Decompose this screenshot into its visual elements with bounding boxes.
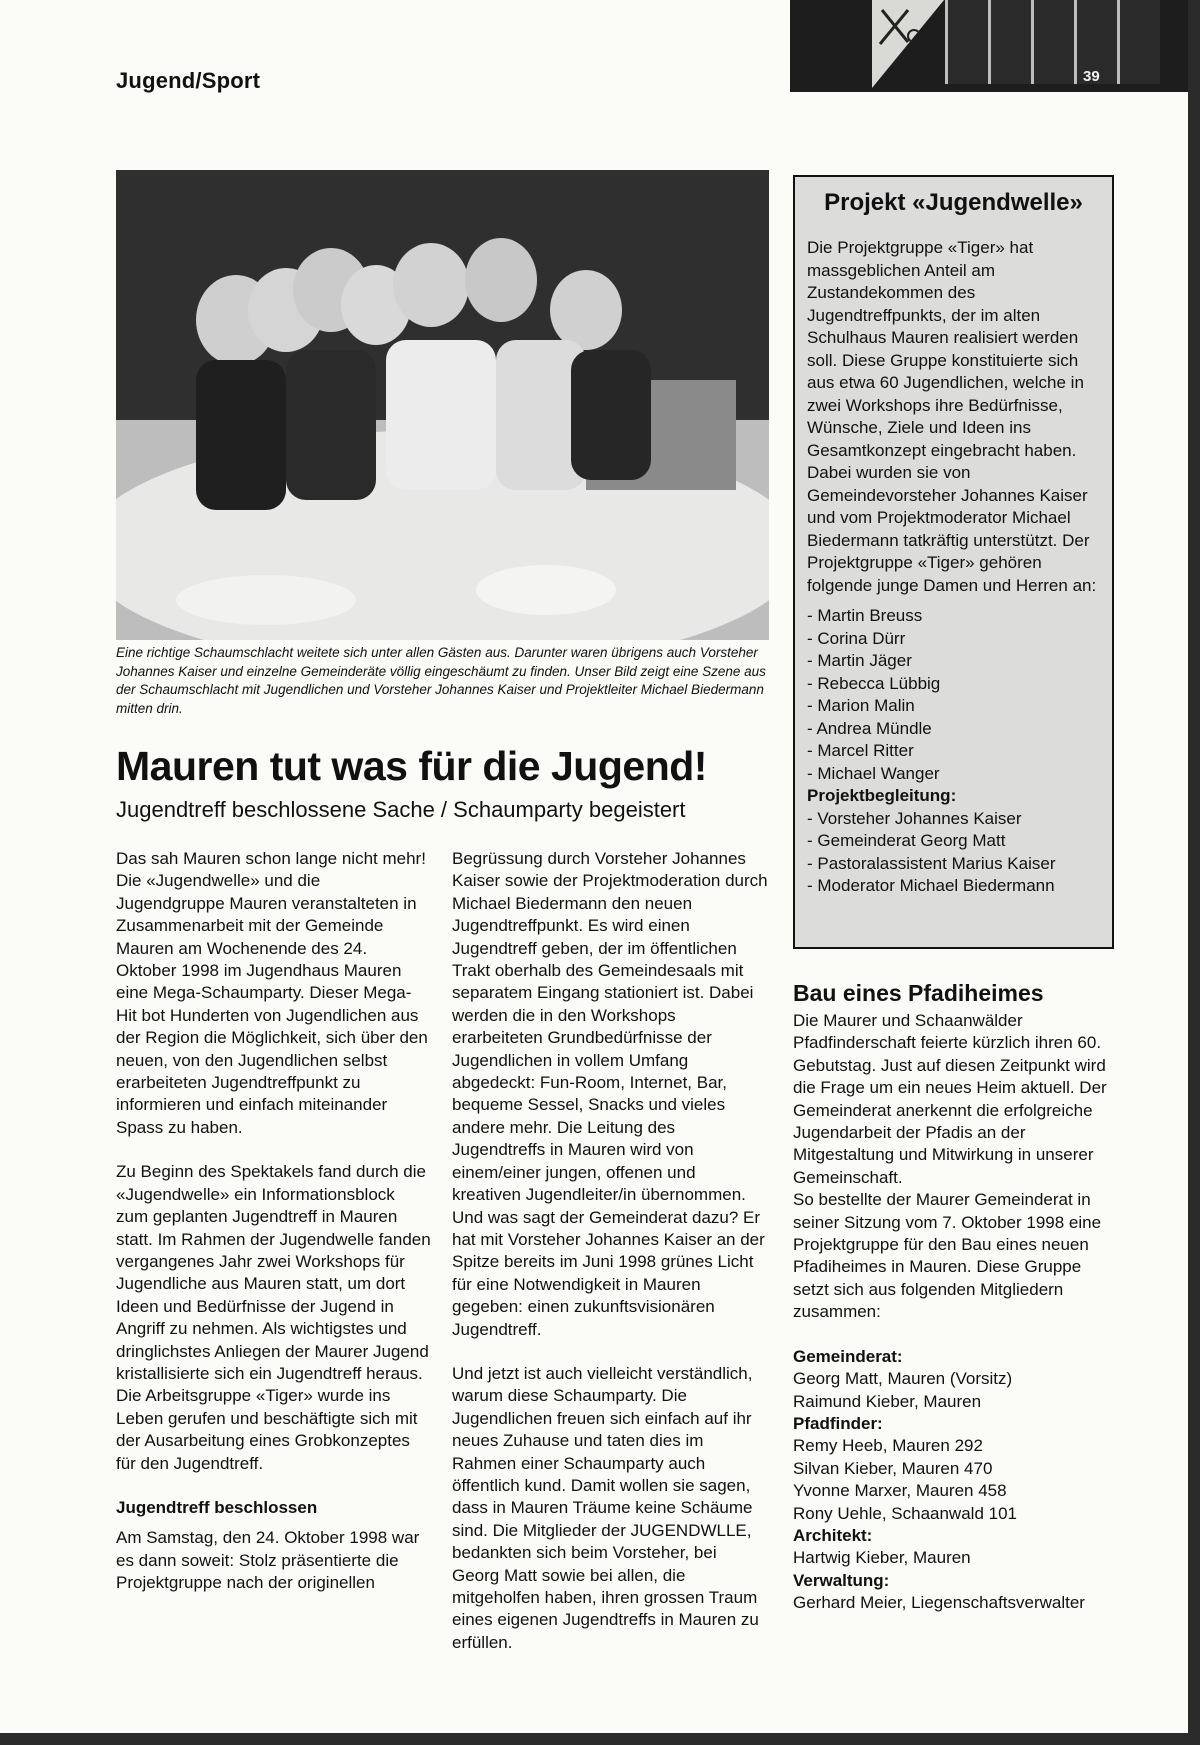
photo-caption: Eine richtige Schaumschlacht weitete sich unter allen Gästen aus. Darunter waren übrigens auch Vorsteher Johannes Kaiser und einzelne Gemeinderäte völlig eingeschäumt zu finden. Unser Bild zeigt eine Szene aus der Schaumschlacht mit Jugendlichen und Vorsteher Johannes Kaiser und Projektleiter Michael Biedermann mitten drin. [116,645,766,716]
paragraph: Zu Beginn des Spektakels fand durch die «Jugendwelle» ein Informationsblock zum geplanten Jugendtreff in Mauren statt. Im Rahmen der Jugendwelle fanden vergangenes Jahr zwei Workshops für Jugendliche aus Mauren statt, um dort Ideen und Bedürfnisse der Jugend in Angriff zu nehmen. Als wichtigstes und dringlichstes Anliegen der Maurer Jugend kristallisierte sich ein Jugendtreff heraus. Die Arbeitsgruppe «Tiger» wurde ins Leben gerufen und beschäftigte sich mit der Ausarbeitung eines Grobkonzeptes für den Jugendtreff. [116,1162,431,1473]
header-box [945,0,988,84]
support-title: Projektbegleitung: [807,786,957,805]
list-item: - Gemeinderat Georg Matt [807,830,1103,853]
article-headline: Mauren tut was für die Jugend! [116,743,707,789]
list-item: - Vorsteher Johannes Kaiser [807,808,1103,831]
paragraph: Das sah Mauren schon lange nicht mehr! Die «Jugendwelle» und die Jugendgruppe Mauren veranstalteten in Zusammenarbeit mit der Gemeinde Mauren am Wochenende des 24. Oktober 1998 im Jugendhaus Mauren eine Mega-Schaumparty. Dieser Mega-Hit bot Hunderten von Jugendlichen aus der Region die Möglichkeit, sich über den neuen, von den Jugendlichen selbst erarbeiteten Jugendtreffpunkt zu informieren und einfach miteinander Spass zu haben. [116,849,428,1137]
list-item: - Martin Jäger [807,650,1103,673]
paragraph: Am Samstag, den 24. Oktober 1998 war es dann soweit: Stolz präsentierte die Projektgruppe nach der originellen [116,1528,420,1593]
group-title: Gemeinderat: [793,1346,903,1366]
group-line: Hartwig Kieber, Mauren [793,1548,971,1568]
paragraph: So bestellte der Maurer Gemeinderat in seiner Sitzung vom 7. Oktober 1998 eine Projektgruppe für den Bau eines neuen Pfadiheimes in Mauren. Diese Gruppe setzt sich aus folgenden Mitgliedern zusammen: [793,1190,1102,1322]
group-line: Silvan Kieber, Mauren 470 [793,1458,993,1478]
sidebar-body [807,237,1103,898]
section-label: Jugend/Sport [116,68,261,93]
header-box [988,0,1031,84]
list-item: - Marion Malin [807,695,1103,718]
paragraph: Die Maurer und Schaanwälder Pfadfinderschaft feierte kürzlich ihren 60. Gebutstag. Just auf diesen Zeitpunkt wird die Frage um ein neues Heim aktuell. Der Gemeinderat anerkennt die erfolgreiche Jugendarbeit der Pfadis an der Mitgestaltung und Mitwirkung in unserer Gemeinschaft. [793,1011,1107,1187]
list-item: - Pastoralassistent Marius Kaiser [807,853,1103,876]
group-line: Rony Uehle, Schaanwald 101 [793,1503,1017,1523]
article-column-2 [452,848,768,1654]
paragraph: Begrüssung durch Vorsteher Johannes Kaiser sowie der Projektmoderation durch Michael Biedermann den neuen Jugendtreffpunkt. Es wird einen Jugendtreff geben, der im öffentlichen Trakt oberhalb des Gemeindesaals mit separatem Eingang stationiert ist. Dabei werden die in den Workshops erarbeiteten Grundbedürfnisse der Jugendlichen in vollem Umfang abgedeckt: Fun-Room, Internet, Bar, bequeme Sessel, Snacks und vieles andere mehr. Die Leitung des Jugendtreffs in Mauren wird von einem/einer jungen, offenen und kreativen Jugendleiter/in übernommen. Und was sagt der Gemeinderat dazu? Er hat mit Vorsteher Johannes Kaiser an der Spitze bereits im Juni 1998 grünes Licht für eine Notwendigkeit in Mauren gegeben: einen zukunftsvisionären Jugendtreff. [452,849,768,1339]
group-line: Gerhard Meier, Liegenschaftsverwalter [793,1593,1085,1613]
members-list [807,605,1103,785]
group-title: Architekt: [793,1525,873,1545]
sidebar-box [793,175,1114,949]
list-item: - Rebecca Lübbig [807,673,1103,696]
group-title: Verwaltung: [793,1570,890,1590]
list-item: - Corina Dürr [807,628,1103,651]
group-line: Georg Matt, Mauren (Vorsitz) [793,1369,1013,1389]
header-box [1031,0,1074,84]
photo-illustration [116,170,769,640]
group-line: Raimund Kieber, Mauren [793,1391,982,1411]
article-column-1 [116,848,431,1595]
sidebar-title: Projekt «Jugendwelle» [824,189,1083,216]
list-item: - Andrea Mündle [807,718,1103,741]
header-box [1117,0,1160,84]
support-list [807,808,1103,898]
list-item: - Moderator Michael Biedermann [807,875,1103,898]
group-line: Remy Heeb, Mauren 292 [793,1436,983,1456]
subtitle: Jugendtreff beschlossen [116,1497,318,1517]
group-line: Yvonne Marxer, Mauren 458 [793,1481,1007,1501]
paragraph: Und jetzt ist auch vielleicht verständlich, warum diese Schaumparty. Die Jugendlichen freuen sich einfach auf ihr neues Zuhause und taten dies im Rahmen einer Schaumparty auch öffentlich kund. Damit wollen sie sagen, dass in Mauren Träume keine Schäume sind. Die Mitglieder der JUGENDWLLE, bedankten sich beim Vorsteher, bei Georg Matt sowie bei allen, die mitgeholfen haben, ihren grossen Traum eines eigenen Jugendtreffs in Mauren zu erfüllen. [452,1363,759,1652]
sidebar-intro: Die Projektgruppe «Tiger» hat massgeblichen Anteil am Zustandekommen des Jugendtreffpunkts, der im alten Schulhaus Mauren realisiert werden soll. Diese Gruppe konstituierte sich aus etwa 60 Jugendlichen, welche in zwei Workshops ihre Bedürfnisse, Wünsche, Ziele und Ideen ins Gesamtkonzept eingebracht haben. Dabei wurden sie von Gemeindevorsteher Johannes Kaiser und vom Projektmoderator Michael Biedermann tatkräftig unterstützt. Der Projektgruppe «Tiger» gehören folgende junge Damen und Herren an: [807,238,1097,595]
section2-title: Bau eines Pfadiheimes [793,980,1044,1006]
list-item: - Martin Breuss [807,605,1103,628]
foam-party-photo [116,170,769,640]
page-number: 39 [1083,68,1100,85]
section2-column [793,1010,1113,1615]
list-item: - Marcel Ritter [807,740,1103,763]
group-title: Pfadfinder: [793,1413,883,1433]
article-subhead: Jugendtreff beschlossene Sache / Schaumparty begeistert [116,797,686,822]
list-item: - Michael Wanger [807,763,1103,786]
